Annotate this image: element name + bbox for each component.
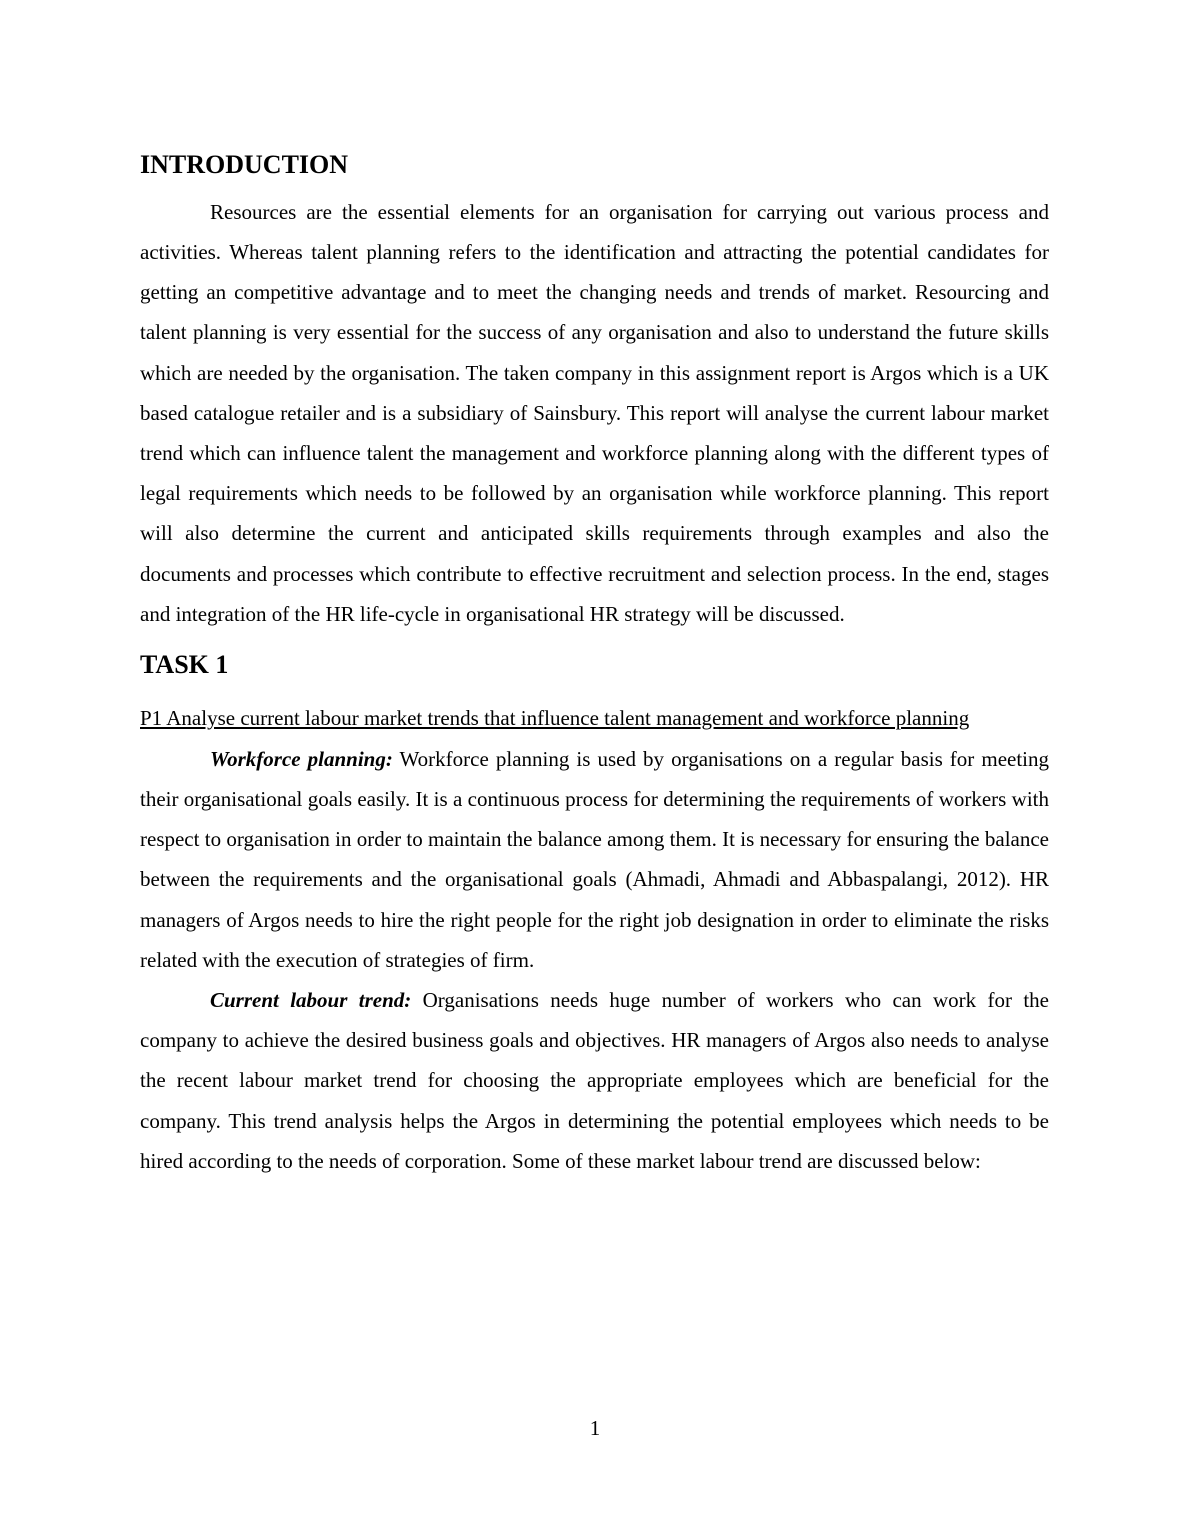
workforce-planning-text: Workforce planning is used by organisations on a regular basis for meeting their organisational goals easily. It is a continuous process for determining the requirements of workers with respect to organisation in order to maintain the balance among them. It is necessary for ensuring the balance between the requirements and the organisational goals (Ahmadi, Ahmadi and Abbaspalangi, 2012). HR managers of Argos needs to hire the right people for the right job designation in order to eliminate the risks related with the execution of strategies of firm. xyxy=(140,746,1049,972)
current-labour-trend-label: Current labour trend: xyxy=(210,988,412,1013)
task1-subheading-text: P1 Analyse current labour market trends that influence talent management and workforce planning xyxy=(140,705,970,730)
task1-heading: TASK 1 xyxy=(140,650,229,680)
introduction-paragraph: Resources are the essential elements for an organisation for carrying out various process and activities. Whereas talent planning refers to the identification and attracting the potential candidates for getting an competitive advantage and to meet the changing needs and trends of market. Resourcing and talent planning is very essential for the success of any organisation and also to understand the future skills which are needed by the organisation. The taken company in this assignment report is Argos which is a UK based catalogue retailer and is a subsidiary of Sainsbury. This report will analyse the current labour market trend which can influence talent the management and workforce planning along with the different types of legal requirements which needs to be followed by an organisation while workforce planning. This report will also determine the current and anticipated skills requirements through examples and also the documents and processes which contribute to effective recruitment and selection process. In the end, stages and integration of the HR life-cycle in organisational HR strategy will be discussed. xyxy=(140,199,1049,626)
current-labour-trend-text: Organisations needs huge number of workers who can work for the company to achieve the desired business goals and objectives. HR managers of Argos also needs to analyse the recent labour market trend for choosing the appropriate employees which are beneficial for the company. This trend analysis helps the Argos in determining the potential employees which needs to be hired according to the needs of corporation. Some of these market labour trend are discussed below: xyxy=(140,988,1049,1173)
current-labour-trend-paragraph xyxy=(140,980,1049,1181)
workforce-planning-label: Workforce planning: xyxy=(210,746,393,771)
page-content xyxy=(140,148,1049,1181)
page-number: 1 xyxy=(589,1416,601,1440)
introduction-heading: INTRODUCTION xyxy=(140,150,349,179)
task1-subheading xyxy=(140,698,1049,739)
workforce-planning-paragraph xyxy=(140,739,1049,980)
